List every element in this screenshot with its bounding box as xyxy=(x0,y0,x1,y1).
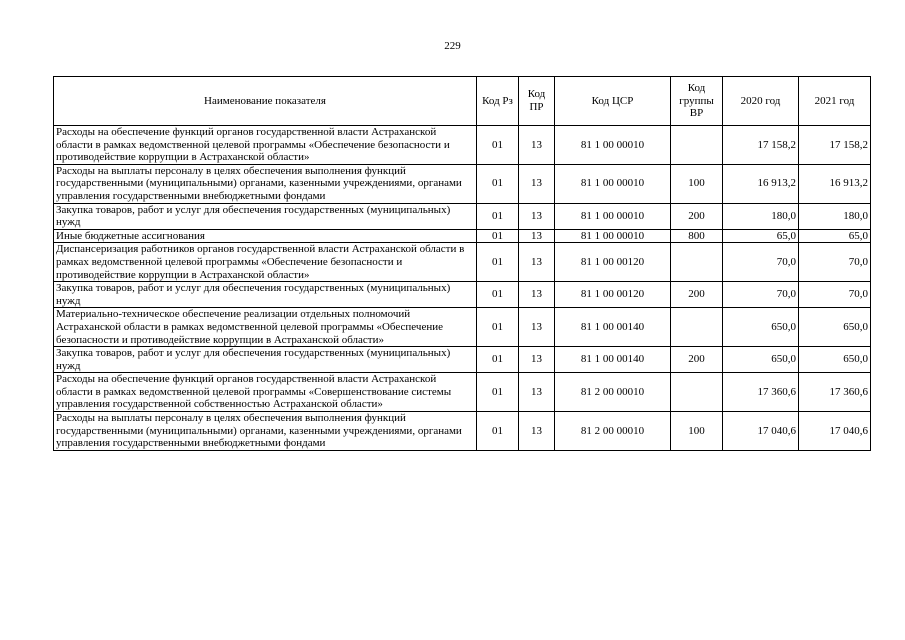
table-row xyxy=(54,164,871,203)
row-pr: 13 xyxy=(519,126,555,165)
row-2021: 65,0 xyxy=(799,229,871,243)
row-csr: 81 2 00 00010 xyxy=(555,412,671,451)
row-rz: 01 xyxy=(477,347,519,373)
row-csr: 81 2 00 00010 xyxy=(555,373,671,412)
header-csr: Код ЦСР xyxy=(555,77,671,126)
row-pr: 13 xyxy=(519,308,555,347)
row-2020: 70,0 xyxy=(723,243,799,282)
row-rz: 01 xyxy=(477,308,519,347)
row-pr: 13 xyxy=(519,347,555,373)
row-name: Расходы на выплаты персоналу в целях обеспечения выполнения функций государственными (муниципальными) органами, казенными учреждениями, органами управления государственными внебюджетными фондами xyxy=(54,164,477,203)
row-vr: 100 xyxy=(671,164,723,203)
row-2020: 650,0 xyxy=(723,308,799,347)
table-row xyxy=(54,412,871,451)
table-row xyxy=(54,243,871,282)
row-2020: 16 913,2 xyxy=(723,164,799,203)
table-row xyxy=(54,282,871,308)
row-2021: 17 360,6 xyxy=(799,373,871,412)
row-2021: 180,0 xyxy=(799,203,871,229)
row-name: Закупка товаров, работ и услуг для обеспечения государственных (муниципальных) нужд xyxy=(54,347,477,373)
row-2020: 650,0 xyxy=(723,347,799,373)
row-2020: 65,0 xyxy=(723,229,799,243)
row-vr xyxy=(671,243,723,282)
header-pr: Код ПР xyxy=(519,77,555,126)
table-row xyxy=(54,229,871,243)
row-vr: 200 xyxy=(671,203,723,229)
table-header-row xyxy=(54,77,871,126)
row-csr: 81 1 00 00140 xyxy=(555,308,671,347)
row-name: Иные бюджетные ассигнования xyxy=(54,229,477,243)
row-vr xyxy=(671,126,723,165)
budget-table xyxy=(53,76,871,451)
header-2020: 2020 год xyxy=(723,77,799,126)
row-2020: 180,0 xyxy=(723,203,799,229)
row-name: Закупка товаров, работ и услуг для обеспечения государственных (муниципальных) нужд xyxy=(54,282,477,308)
row-pr: 13 xyxy=(519,164,555,203)
row-csr: 81 1 00 00010 xyxy=(555,126,671,165)
row-vr: 200 xyxy=(671,282,723,308)
row-rz: 01 xyxy=(477,229,519,243)
row-vr xyxy=(671,308,723,347)
header-name: Наименование показателя xyxy=(54,77,477,126)
row-vr: 100 xyxy=(671,412,723,451)
row-name: Расходы на обеспечение функций органов государственной власти Астраханской области в рамках ведомственной целевой программы «Обеспечение безопасности и противодействие коррупции в Астраханской области» xyxy=(54,126,477,165)
row-rz: 01 xyxy=(477,126,519,165)
row-vr: 200 xyxy=(671,347,723,373)
row-name: Материально-техническое обеспечение реализации отдельных полномочий Астраханской области в рамках ведомственной целевой программы «Обеспечение безопасности и противодействие коррупции в Астраханской области» xyxy=(54,308,477,347)
row-2021: 17 040,6 xyxy=(799,412,871,451)
row-csr: 81 1 00 00120 xyxy=(555,282,671,308)
table-row xyxy=(54,308,871,347)
row-name: Диспансеризация работников органов государственной власти Астраханской области в рамках ведомственной целевой программы «Обеспечение безопасности и противодействие коррупции в Астраханской области» xyxy=(54,243,477,282)
row-2020: 17 360,6 xyxy=(723,373,799,412)
row-rz: 01 xyxy=(477,412,519,451)
row-csr: 81 1 00 00120 xyxy=(555,243,671,282)
table-row xyxy=(54,203,871,229)
row-pr: 13 xyxy=(519,373,555,412)
row-name: Расходы на выплаты персоналу в целях обеспечения выполнения функций государственными (муниципальными) органами, казенными учреждениями, органами управления государственными внебюджетными фондами xyxy=(54,412,477,451)
header-rz: Код Рз xyxy=(477,77,519,126)
table-row xyxy=(54,347,871,373)
header-vr: Код группы ВР xyxy=(671,77,723,126)
row-2021: 17 158,2 xyxy=(799,126,871,165)
row-2020: 17 158,2 xyxy=(723,126,799,165)
row-name: Закупка товаров, работ и услуг для обеспечения государственных (муниципальных) нужд xyxy=(54,203,477,229)
header-2021: 2021 год xyxy=(799,77,871,126)
table-row xyxy=(54,373,871,412)
row-csr: 81 1 00 00010 xyxy=(555,164,671,203)
row-rz: 01 xyxy=(477,203,519,229)
row-rz: 01 xyxy=(477,282,519,308)
row-2020: 17 040,6 xyxy=(723,412,799,451)
row-vr: 800 xyxy=(671,229,723,243)
row-pr: 13 xyxy=(519,229,555,243)
row-csr: 81 1 00 00010 xyxy=(555,229,671,243)
row-pr: 13 xyxy=(519,243,555,282)
row-pr: 13 xyxy=(519,282,555,308)
row-rz: 01 xyxy=(477,243,519,282)
row-2021: 16 913,2 xyxy=(799,164,871,203)
row-pr: 13 xyxy=(519,412,555,451)
row-pr: 13 xyxy=(519,203,555,229)
row-csr: 81 1 00 00140 xyxy=(555,347,671,373)
row-2021: 650,0 xyxy=(799,347,871,373)
row-2021: 70,0 xyxy=(799,243,871,282)
row-2021: 70,0 xyxy=(799,282,871,308)
row-2021: 650,0 xyxy=(799,308,871,347)
table-row xyxy=(54,126,871,165)
row-name: Расходы на обеспечение функций органов государственной власти Астраханской области в рамках ведомственной целевой программы «Совершенствование системы управления государственной собственностью Астраханской области» xyxy=(54,373,477,412)
row-csr: 81 1 00 00010 xyxy=(555,203,671,229)
page-number: 229 xyxy=(444,40,461,52)
row-rz: 01 xyxy=(477,373,519,412)
row-vr xyxy=(671,373,723,412)
row-2020: 70,0 xyxy=(723,282,799,308)
row-rz: 01 xyxy=(477,164,519,203)
